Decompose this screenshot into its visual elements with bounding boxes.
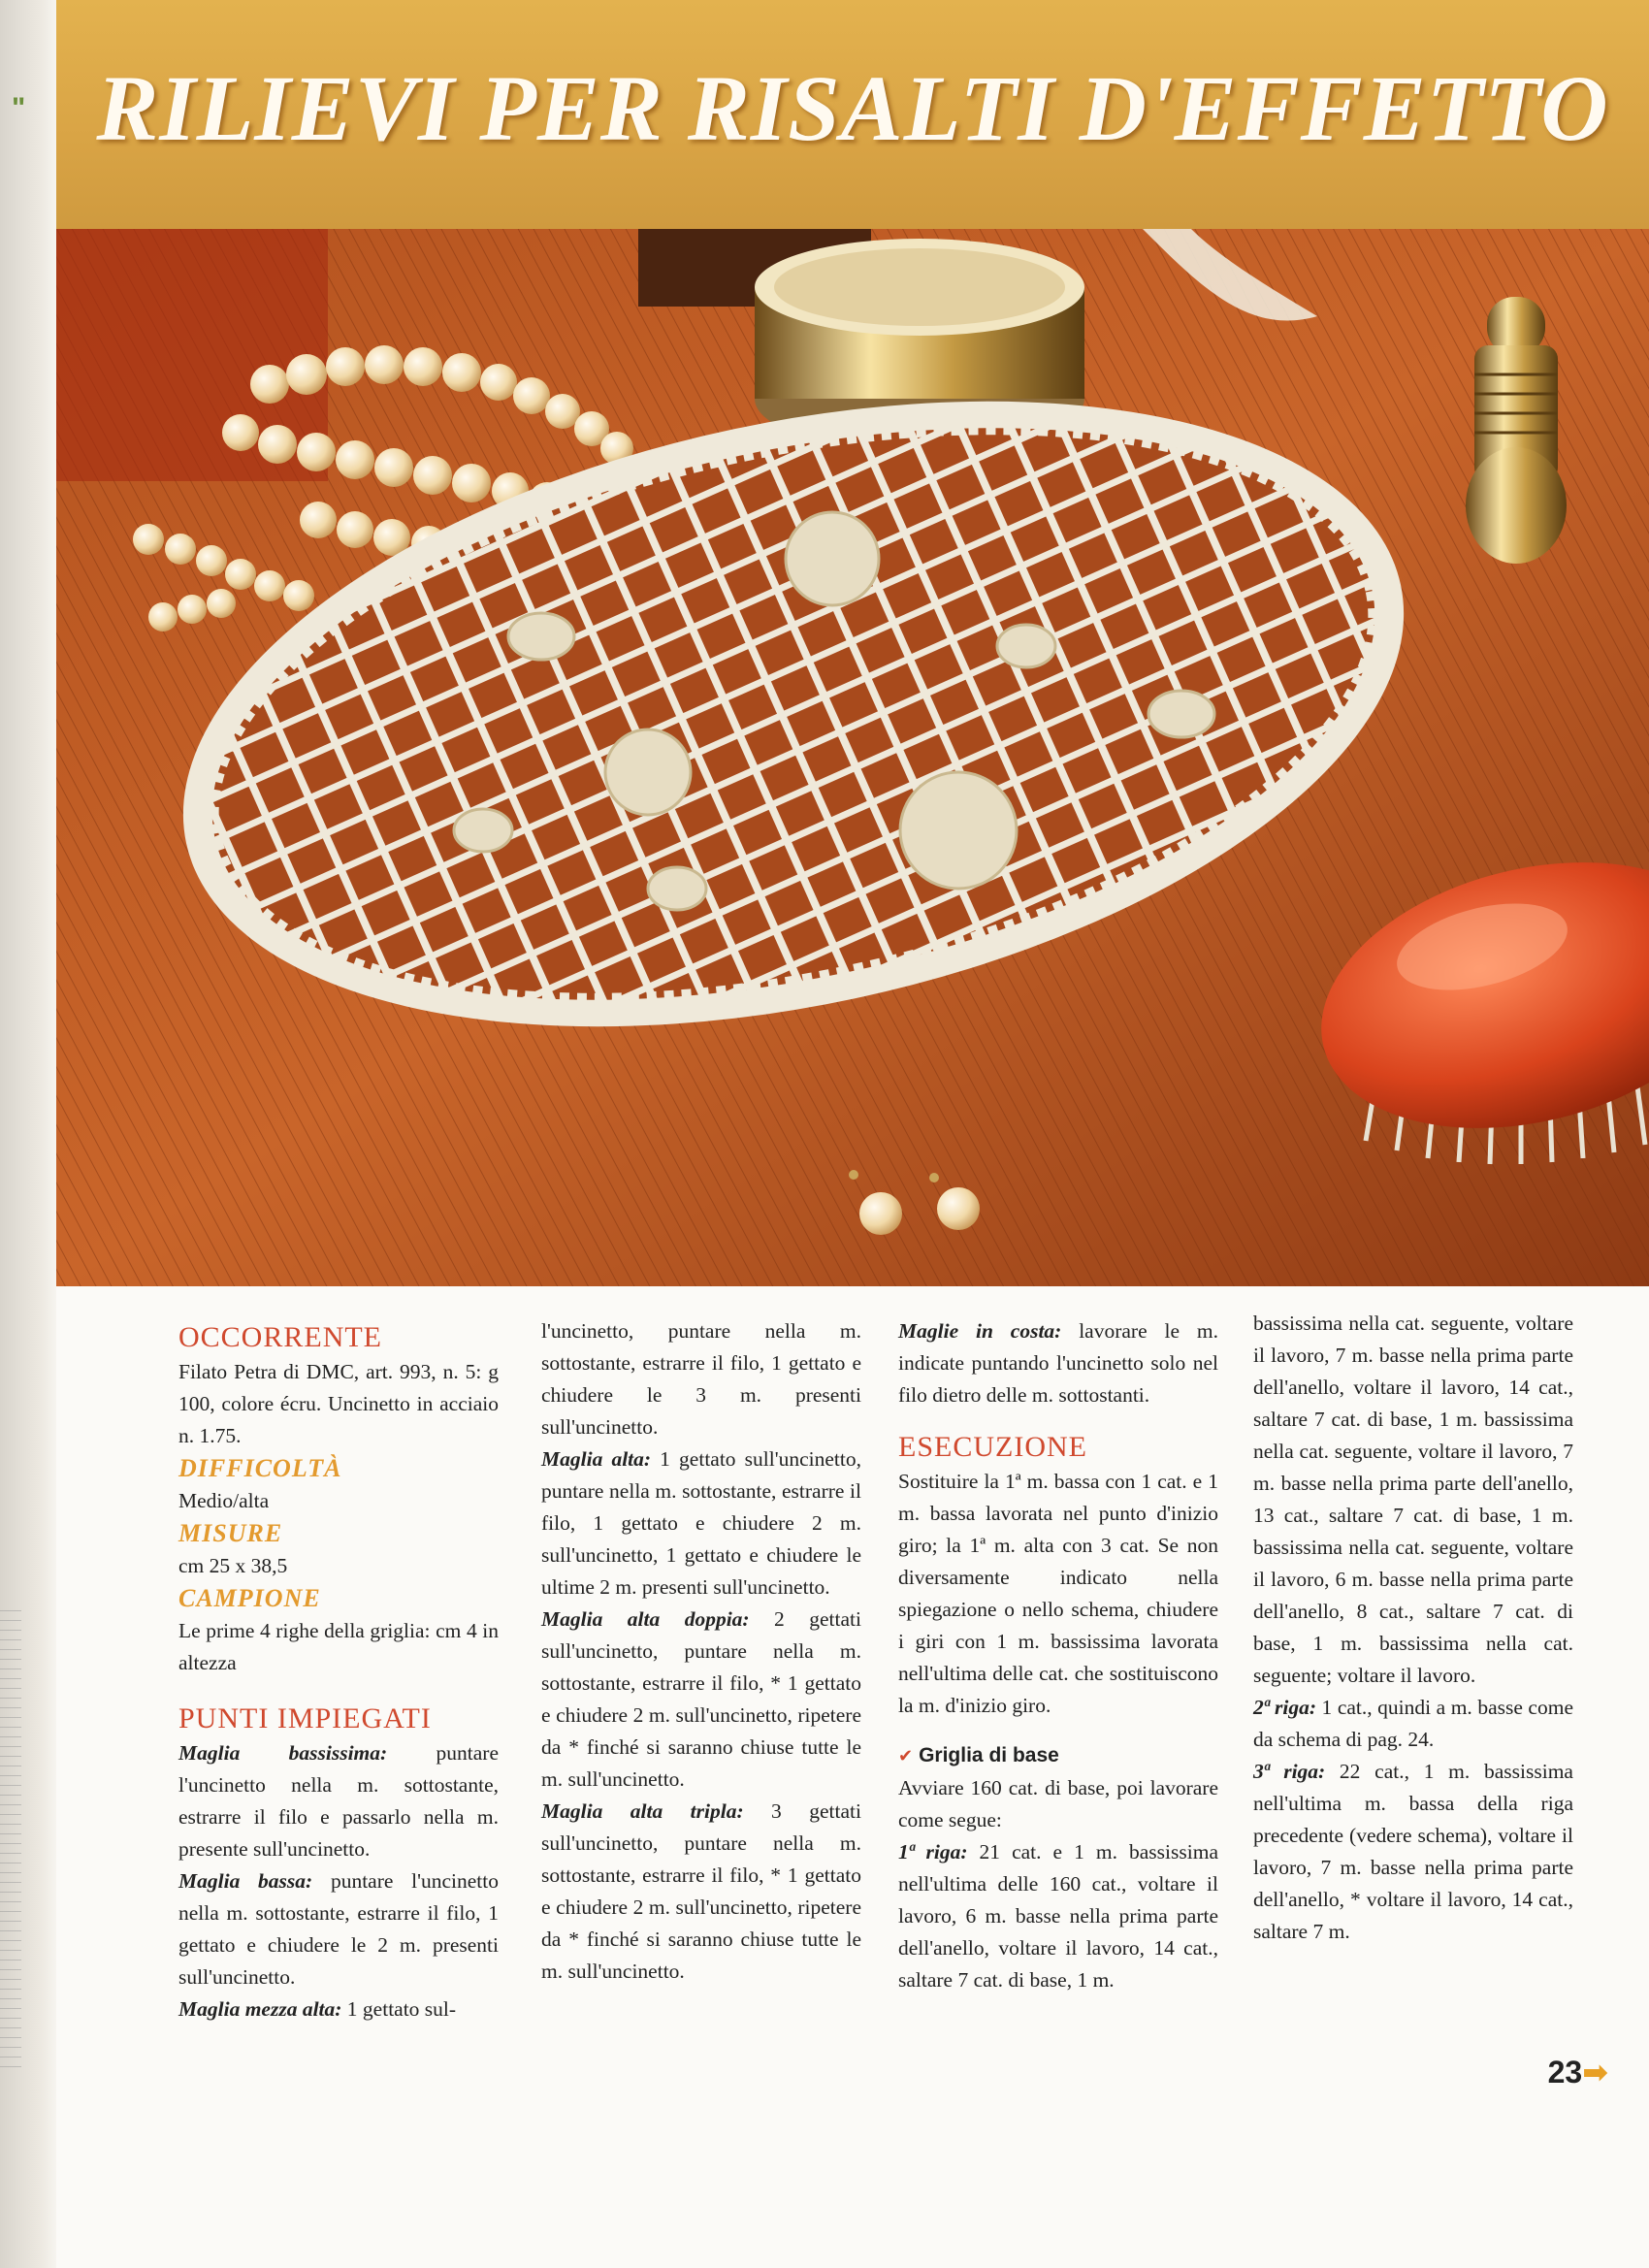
punto-paragraph	[178, 1993, 499, 2025]
arrow-right-icon: ➡	[1582, 2054, 1608, 2090]
punto-label: Maglia mezza alta:	[178, 1997, 342, 2021]
griglia-text: Avviare 160 cat. di base, poi lavorare come segue:	[898, 1776, 1218, 1831]
riga-paragraph	[1253, 1756, 1573, 1948]
spine-mark: "	[12, 92, 26, 124]
campione-text: Le prime 4 righe della griglia: cm 4 in altezza	[178, 1619, 499, 1674]
riga-paragraph	[898, 1836, 1218, 1996]
column-4	[1253, 1308, 1573, 1948]
riga-text: 21 cat. e 1 m. bassissima nell'ultima delle 160 cat., voltare il lavoro, 6 m. basse nella prima parte dell'anello, voltare il lavoro, 14 cat., saltare 7 cat. di base, 1 m.	[898, 1840, 1218, 1992]
misure-text: cm 25 x 38,5	[178, 1554, 288, 1577]
punto-label: Maglie in costa:	[898, 1319, 1062, 1343]
punto-paragraph	[178, 1865, 499, 1993]
crochet-doily-photo-icon	[56, 229, 1649, 1286]
riga-paragraph	[1253, 1692, 1573, 1756]
punto-text: 1 gettato sull'uncinetto, puntare nella m. sottostante, estrarre il filo, 1 gettato e chiudere 2 m. sull'uncinetto, 1 gettato e chiudere le ultime 2 m. presenti sull'uncinetto.	[541, 1447, 861, 1599]
griglia-title: Griglia di base	[919, 1744, 1059, 1766]
occorrente-heading: OCCORRENTE	[178, 1321, 383, 1353]
punto-text: 1 gettato sul-	[341, 1997, 457, 2021]
riga-text: 22 cat., 1 m. bassissima nell'ultima m. bassa della riga precedente (vedere schema), voltare il lavoro, 7 m. basse nella prima parte dell'anello, * voltare il lavoro, 14 cat., saltare 7 m.	[1253, 1760, 1573, 1943]
punto-label: Maglia alta tripla:	[541, 1799, 744, 1823]
column-1	[178, 1319, 499, 2025]
spine-ruler	[0, 1610, 21, 2076]
column-3	[898, 1315, 1218, 1996]
punto-paragraph	[541, 1796, 861, 1988]
esecuzione-text: Sostituire la 1ª m. bassa con 1 cat. e 1 m. bassa lavorata nel punto d'inizio giro; la 1ª m. alta con 3 cat. Se non diversamente indicato nella spiegazione o nello schema, chiudere i giri con 1 m. bassissima lavorata nell'ultima delle cat. che sostituiscono la m. d'inizio giro.	[898, 1470, 1218, 1717]
punto-label: Maglia bassissima:	[178, 1741, 388, 1765]
punto-label: Maglia bassa:	[178, 1869, 313, 1893]
instructions-text	[56, 1286, 1649, 2268]
page-number	[1548, 2054, 1608, 2090]
riga-label: 3ª riga:	[1253, 1760, 1326, 1783]
product-photo	[56, 229, 1649, 1286]
riga-label: 2ª riga:	[1253, 1696, 1317, 1719]
campione-heading: CAMPIONE	[178, 1584, 321, 1612]
punto-text: l'uncinetto, puntare nella m. sottostante, estrarre il filo, 1 gettato e chiudere le 3 m. presenti sull'uncinetto.	[541, 1319, 861, 1439]
difficolta-text: Medio/alta	[178, 1489, 270, 1512]
occorrente-text: Filato Petra di DMC, art. 993, n. 5: g 100, colore écru. Uncinetto in acciaio n. 1.75.	[178, 1360, 499, 1447]
riga-text: bassissima nella cat. seguente, voltare il lavoro, 7 m. basse nella prima parte dell'anello, voltare il lavoro, 14 cat., saltare 7 cat. di base, 1 m. bassissima nella cat. seguente, voltare il lavoro, 7 m. basse nella prima parte dell'anello, 13 cat., saltare 7 cat. di base, 1 m. bassissima nella cat. seguente, voltare il lavoro, 6 m. basse nella prima parte dell'anello, 8 cat., saltare 7 cat. di base, 1 m. bassissima nella cat. seguente; voltare il lavoro.	[1253, 1312, 1573, 1687]
punto-label: Maglia alta doppia:	[541, 1607, 750, 1631]
check-icon: ✔	[898, 1746, 914, 1766]
page-number-value: 23	[1547, 2055, 1583, 2090]
riga-label: 1ª riga:	[898, 1840, 968, 1863]
punto-text: 3 gettati sull'uncinetto, puntare nella m. sottostante, estrarre il filo, * 1 gettato e chiudere 2 m. sull'uncinetto, ripetere da * finché si saranno chiuse tutte le m. sull'uncinetto.	[541, 1799, 861, 1983]
page-header	[56, 0, 1649, 229]
misure-heading: MISURE	[178, 1519, 283, 1547]
page-title: RILIEVI PER RISALTI D'EFFETTO	[96, 56, 1609, 160]
punto-paragraph	[541, 1604, 861, 1796]
difficolta-heading: DIFFICOLTÀ	[178, 1454, 342, 1482]
esecuzione-heading: ESECUZIONE	[898, 1431, 1087, 1463]
riga-text: 1 cat., quindi a m. basse come da schema di pag. 24.	[1253, 1696, 1573, 1751]
page-spine	[0, 0, 56, 2268]
punto-text: lavorare le m. indicate puntando l'uncinetto solo nel filo dietro delle m. sottostanti.	[898, 1319, 1218, 1407]
punti-heading: PUNTI IMPIEGATI	[178, 1702, 432, 1734]
column-2	[541, 1315, 861, 1988]
punto-paragraph	[541, 1443, 861, 1604]
punto-paragraph	[178, 1737, 499, 1865]
punto-text: puntare l'uncinetto nella m. sottostante, estrarre il filo, 1 gettato e chiudere le 2 m. presenti sull'uncinetto.	[178, 1869, 499, 1989]
griglia-heading	[898, 1739, 1218, 1772]
punto-text: puntare l'uncinetto nella m. sottostante, estrarre il filo e passarlo nella m. presente sull'uncinetto.	[178, 1741, 499, 1861]
punto-text: 2 gettati sull'uncinetto, puntare nella m. sottostante, estrarre il filo, * 1 gettato e chiudere 2 m. sull'uncinetto, ripetere da * finché si saranno chiuse tutte le m. sull'uncinetto.	[541, 1607, 861, 1791]
punto-label: Maglia alta:	[541, 1447, 652, 1471]
punto-paragraph	[898, 1315, 1218, 1411]
magazine-page	[56, 0, 1649, 2268]
